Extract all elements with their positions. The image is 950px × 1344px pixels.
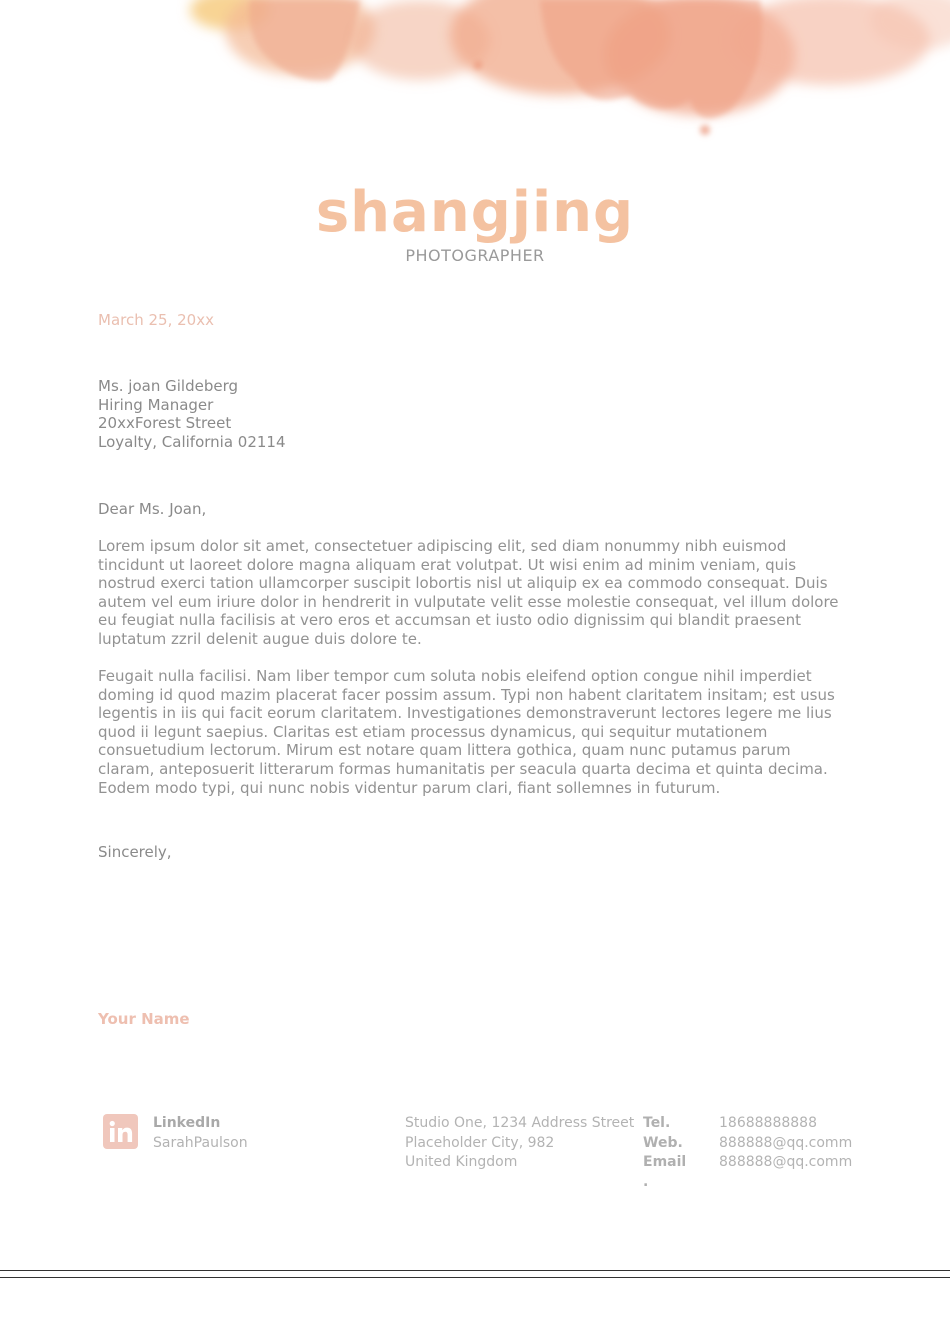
social-title: LinkedIn	[153, 1115, 221, 1131]
address-line: Placeholder City, 982	[405, 1134, 555, 1151]
signature-name: Your Name	[98, 1010, 190, 1028]
recipient-line: Hiring Manager	[98, 395, 214, 414]
contact-label-web: Web.	[643, 1134, 683, 1151]
body-paragraph-2: Feugait nulla facilisi. Nam liber tempor cum soluta nobis eleifend option congue nihil imperdiet doming id quod mazim placerat facer possim assum. Typi non habent claritatem insitam; est usus legentis in iis qui facit eorum claritatem. Investigationes demonstraverunt lectores legere me lius quod ii legunt saepius. Claritas est etiam processus dynamicus, qui sequitur mutationem consuetudium lectorum. Mirum est notare quam littera gothica, quam nunc putamus parum claram, anteposuerit litterarum formas humanitatis per seacula quarta decima et quinta decima. Eodem modo typi, qui nunc nobis videntur parum clari, fiant sollemnes in futurum.	[98, 667, 835, 797]
footer-divider	[0, 1270, 950, 1271]
letter-date: March 25, 20xx	[98, 311, 214, 329]
social-block	[153, 1114, 248, 1153]
contact-label-tel: Tel.	[643, 1115, 671, 1131]
recipient-line: 20xxForest Street	[98, 414, 232, 433]
recipient-line: Ms. joan Gildeberg	[98, 377, 238, 395]
social-handle[interactable]: SarahPaulson	[153, 1134, 248, 1151]
brand-name: shangjing	[315, 180, 635, 245]
linkedin-icon[interactable]	[103, 1114, 138, 1149]
body-paragraph-1: Lorem ipsum dolor sit amet, consectetuer adipiscing elit, sed diam nonummy nibh euismod tincidunt ut laoreet dolore magna aliquam erat volutpat. Ut wisi enim ad minim veniam, quis nostrud exerci tation ullamcorper suscipit lobortis nisl ut aliquip ex ea commodo consequat. Duis autem vel eum iriure dolor in hendrerit in vulputate velit esse molestie consequat, vel illum dolore eu feugiat nulla facilisis at vero eros et accumsan et iusto odio dignissim qui blandit praesent luptatum zzril delenit augue duis dolore te.	[98, 537, 839, 648]
watercolor-splash-decoration	[0, 0, 950, 170]
footer-divider	[0, 1277, 950, 1278]
recipient-line: Loyalty, California 02114	[98, 432, 286, 451]
contact-label-dot: .	[643, 1173, 649, 1190]
contact-values	[719, 1114, 852, 1173]
contact-labels	[643, 1114, 686, 1192]
closing: Sincerely,	[98, 843, 172, 861]
studio-address	[405, 1114, 634, 1173]
contact-web[interactable]: 888888@qq.comm	[719, 1134, 853, 1151]
address-line: United Kingdom	[405, 1154, 518, 1170]
contact-email[interactable]: 888888@qq.comm	[719, 1154, 853, 1170]
contact-label-email: Email	[643, 1154, 687, 1170]
address-line: Studio One, 1234 Address Street	[405, 1115, 635, 1131]
salutation: Dear Ms. Joan,	[98, 500, 207, 518]
brand-role: PHOTOGRAPHER	[405, 246, 545, 265]
contact-tel[interactable]: 18688888888	[719, 1115, 817, 1131]
recipient-address	[98, 377, 286, 451]
